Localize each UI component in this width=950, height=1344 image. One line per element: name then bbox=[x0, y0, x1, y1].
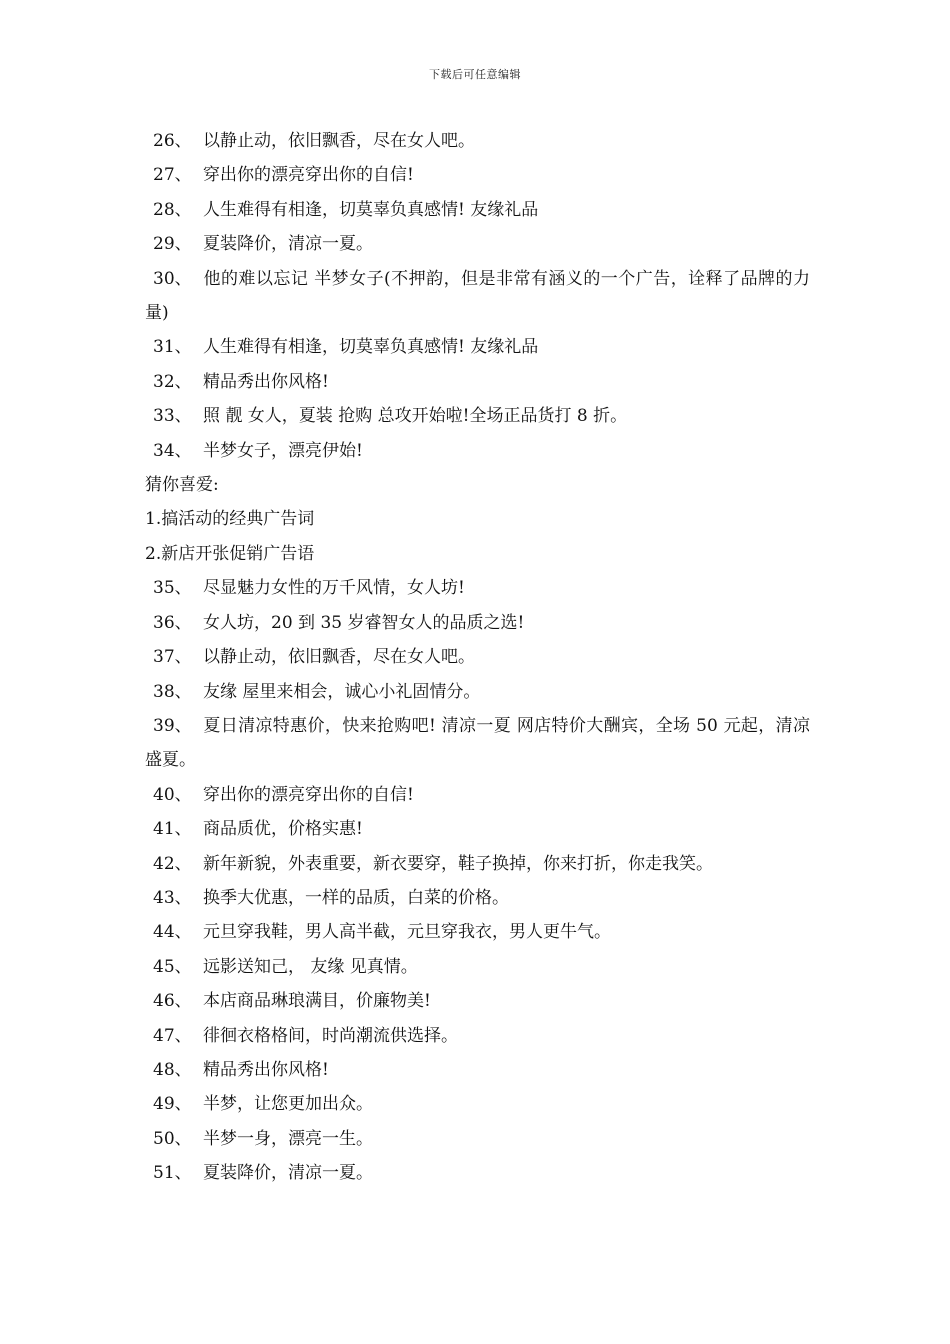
item-text: 人生难得有相逢，切莫辜负真感情! 友缘礼品 bbox=[203, 337, 539, 358]
item-text: 尽显魅力女性的万千风情，女人坊! bbox=[203, 578, 465, 599]
item-text: 穿出你的漂亮穿出你的自信! bbox=[203, 165, 414, 186]
item-text: 远影送知己， 友缘 见真情。 bbox=[203, 956, 418, 977]
page-header: 下载后可任意编辑 bbox=[429, 68, 521, 81]
item-number: 35、 bbox=[153, 578, 192, 599]
list-item bbox=[145, 571, 810, 605]
item-number: 37、 bbox=[153, 647, 192, 668]
item-text: 以静止动，依旧飘香，尽在女人吧。 bbox=[203, 647, 475, 668]
list-item bbox=[145, 124, 810, 158]
item-text: 他的难以忘记 半梦女子(不押韵，但是非常有涵义的一个广告，诠释了品牌的力量) bbox=[145, 268, 810, 324]
list-item bbox=[145, 606, 810, 640]
list-item bbox=[145, 158, 810, 192]
item-text: 元旦穿我鞋，男人高半截，元旦穿我衣，男人更牛气。 bbox=[203, 922, 611, 943]
list-item bbox=[145, 262, 810, 331]
item-number: 34、 bbox=[153, 440, 192, 461]
list-item bbox=[145, 399, 810, 433]
item-number: 44、 bbox=[153, 922, 192, 943]
list-item bbox=[145, 1053, 810, 1087]
list-item bbox=[145, 365, 810, 399]
list-item bbox=[145, 778, 810, 812]
item-number: 27、 bbox=[153, 165, 192, 186]
item-text: 友缘 屋里来相会，诚心小礼固情分。 bbox=[203, 681, 481, 702]
item-number: 36、 bbox=[153, 612, 192, 633]
list-item bbox=[145, 640, 810, 674]
item-text: 新年新貌，外表重要，新衣要穿，鞋子换掉，你来打折，你走我笑。 bbox=[203, 853, 713, 874]
list-item bbox=[145, 812, 810, 846]
list-item bbox=[145, 1019, 810, 1053]
item-number: 26、 bbox=[153, 131, 192, 151]
item-text: 精品秀出你风格! bbox=[203, 1059, 329, 1080]
list-item bbox=[145, 1156, 810, 1190]
item-number: 43、 bbox=[153, 887, 192, 908]
list-item bbox=[145, 1122, 810, 1156]
item-text: 夏装降价，清凉一夏。 bbox=[203, 1163, 373, 1184]
item-number: 41、 bbox=[153, 819, 192, 840]
item-number: 47、 bbox=[153, 1025, 192, 1046]
item-text: 夏装降价，清凉一夏。 bbox=[203, 234, 373, 255]
item-number: 45、 bbox=[153, 956, 192, 977]
item-text: 穿出你的漂亮穿出你的自信! bbox=[203, 784, 414, 805]
item-number: 50、 bbox=[153, 1128, 192, 1149]
item-text: 半梦一身，漂亮一生。 bbox=[203, 1128, 373, 1149]
item-text: 本店商品琳琅满目，价廉物美! bbox=[203, 991, 431, 1012]
item-number: 30、 bbox=[153, 268, 192, 289]
list-item bbox=[145, 1087, 810, 1121]
item-number: 51、 bbox=[153, 1163, 192, 1184]
item-text: 夏日清凉特惠价，快来抢购吧! 清凉一夏 网店特价大酬宾，全场 50 元起，清凉盛夏。 bbox=[145, 715, 810, 771]
document-body bbox=[145, 124, 810, 1191]
item-number: 31、 bbox=[153, 337, 192, 358]
item-text: 半梦，让您更加出众。 bbox=[203, 1094, 373, 1115]
list-item bbox=[145, 193, 810, 227]
item-text: 半梦女子，漂亮伊始! bbox=[203, 440, 363, 461]
item-number: 39、 bbox=[153, 715, 192, 736]
list-item bbox=[145, 434, 810, 468]
list-item bbox=[145, 675, 810, 709]
related-link[interactable]: 1.搞活动的经典广告词 bbox=[145, 509, 315, 530]
list-item bbox=[145, 950, 810, 984]
guess-you-like-heading: 猜你喜爱: bbox=[145, 475, 219, 496]
related-link[interactable]: 2.新店开张促销广告语 bbox=[145, 543, 315, 564]
item-number: 48、 bbox=[153, 1059, 192, 1080]
item-number: 29、 bbox=[153, 234, 192, 255]
item-number: 32、 bbox=[153, 371, 192, 392]
item-text: 女人坊，20 到 35 岁睿智女人的品质之选! bbox=[203, 612, 525, 633]
item-number: 40、 bbox=[153, 784, 192, 805]
item-text: 以静止动，依旧飘香，尽在女人吧。 bbox=[203, 131, 475, 151]
item-number: 28、 bbox=[153, 199, 192, 220]
item-text: 换季大优惠，一样的品质，白菜的价格。 bbox=[203, 887, 509, 908]
list-item bbox=[145, 847, 810, 881]
item-text: 照 靓 女人，夏装 抢购 总攻开始啦!全场正品货打 8 折。 bbox=[203, 406, 628, 427]
item-number: 38、 bbox=[153, 681, 192, 702]
list-item bbox=[145, 709, 810, 778]
item-text: 徘徊衣格格间，时尚潮流供选择。 bbox=[203, 1025, 458, 1046]
item-number: 42、 bbox=[153, 853, 192, 874]
item-number: 49、 bbox=[153, 1094, 192, 1115]
item-number: 33、 bbox=[153, 406, 192, 427]
list-item bbox=[145, 227, 810, 261]
item-text: 商品质优，价格实惠! bbox=[203, 819, 363, 840]
item-text: 人生难得有相逢，切莫辜负真感情! 友缘礼品 bbox=[203, 199, 539, 220]
item-number: 46、 bbox=[153, 991, 192, 1012]
item-text: 精品秀出你风格! bbox=[203, 371, 329, 392]
list-item bbox=[145, 330, 810, 364]
list-item bbox=[145, 881, 810, 915]
list-item bbox=[145, 984, 810, 1018]
list-item bbox=[145, 915, 810, 949]
